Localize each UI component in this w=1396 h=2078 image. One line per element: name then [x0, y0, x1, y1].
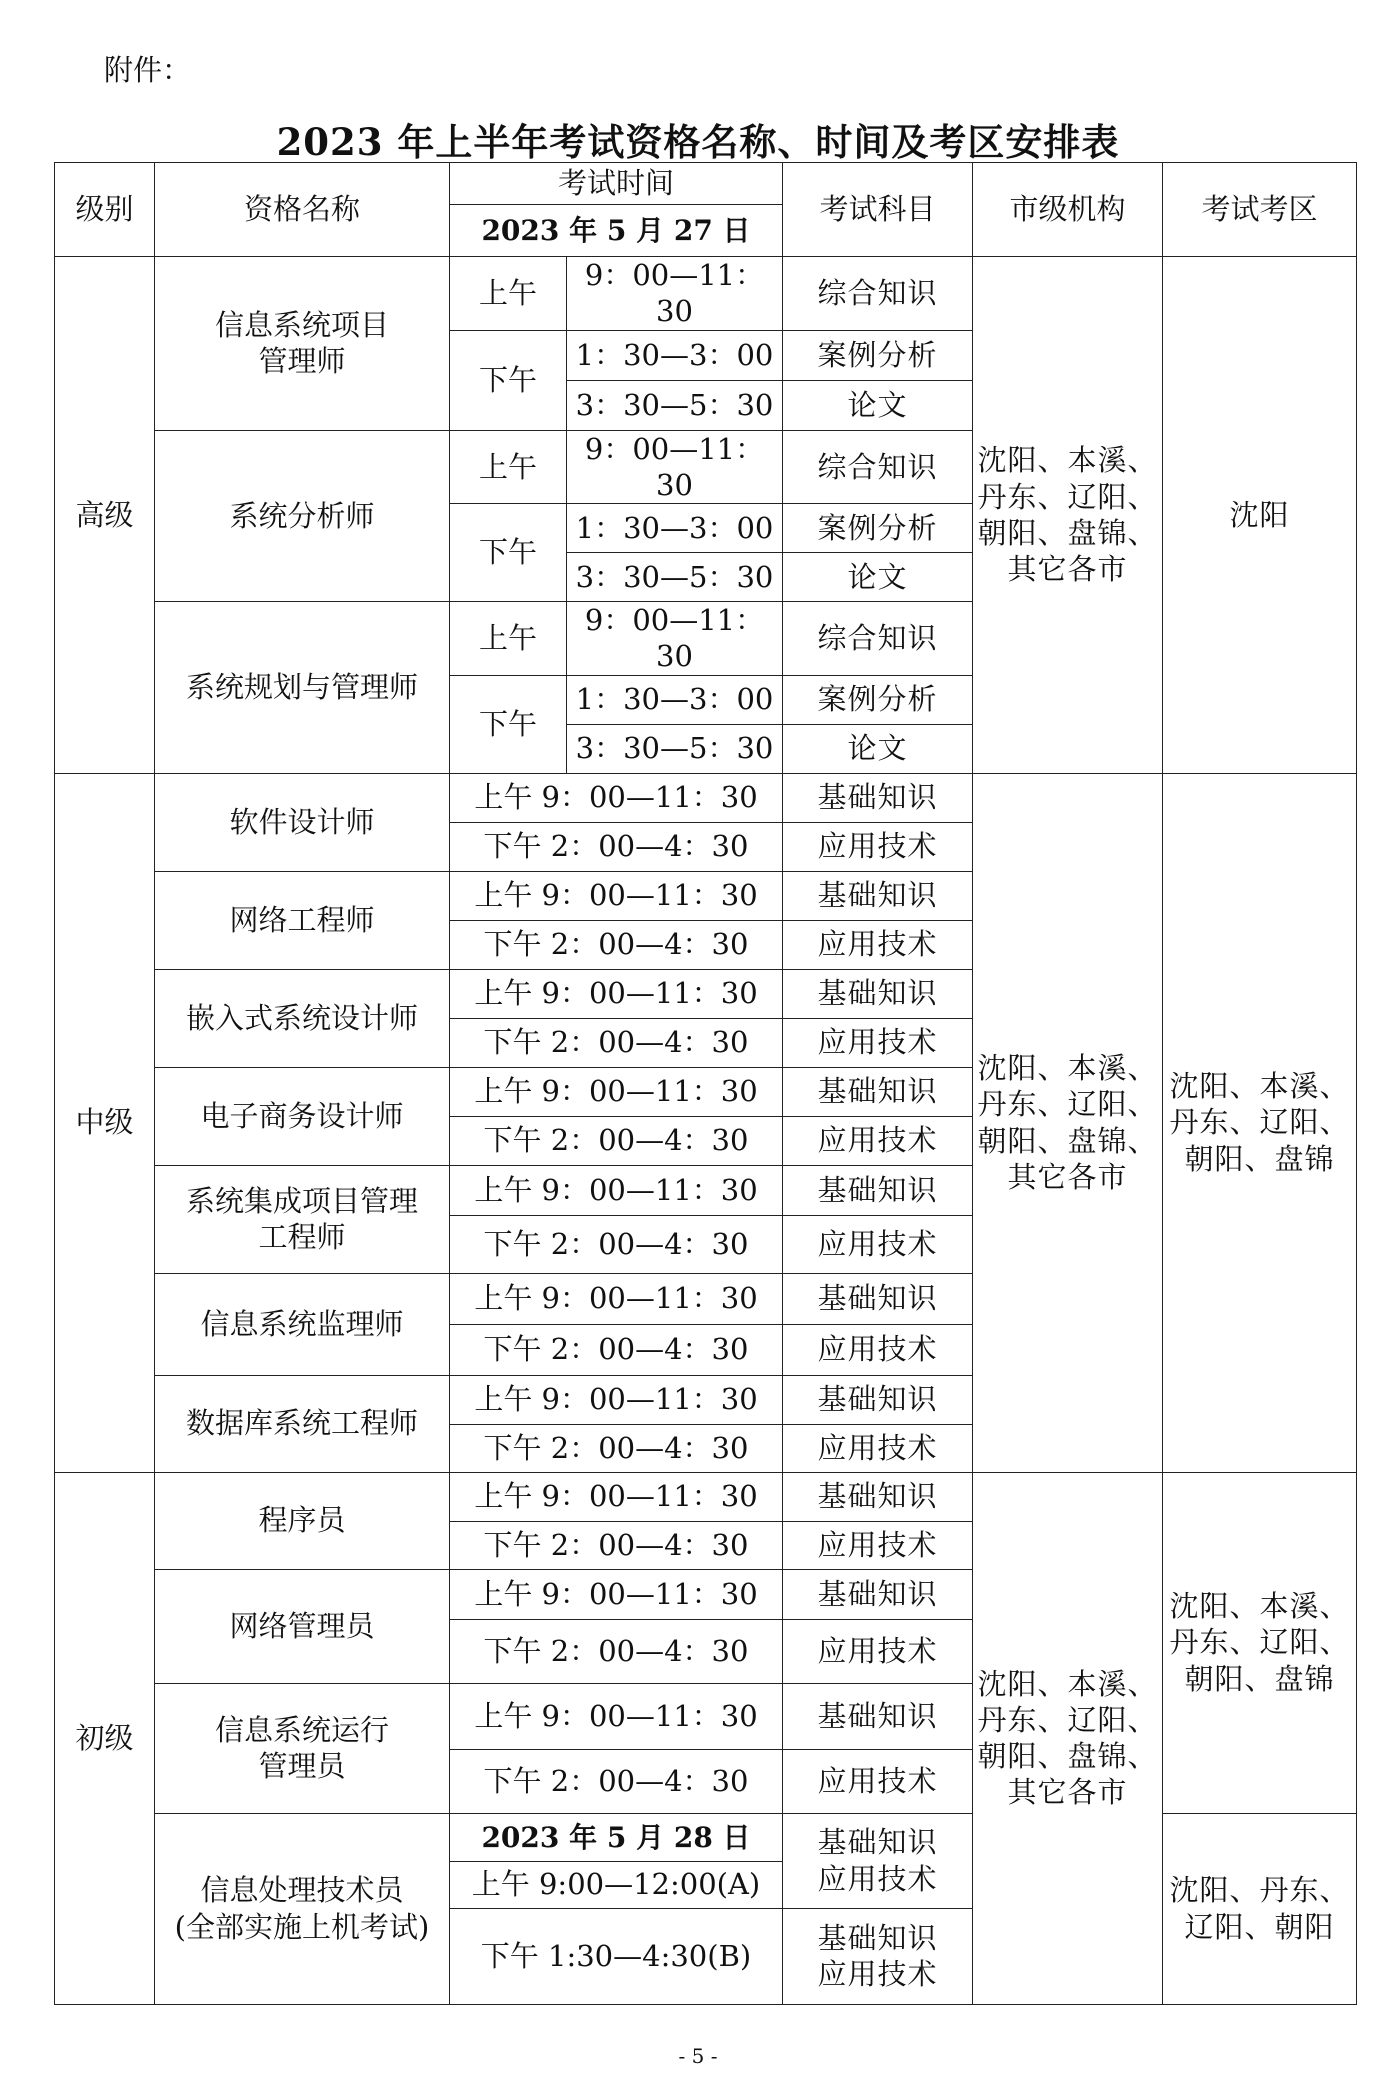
qualification-name: 网络工程师 — [155, 871, 450, 969]
session-time: 下午 2：00—4：30 — [450, 1619, 783, 1683]
exam-subject: 基础知识 应用技术 — [783, 1908, 973, 2004]
session-label: 上午 — [450, 430, 567, 504]
qualification-name: 信息系统监理师 — [155, 1273, 450, 1375]
session-time: 9：00—11：30 — [567, 602, 783, 676]
qualification-name: 系统集成项目管理 工程师 — [155, 1165, 450, 1273]
exam-subject: 基础知识 — [783, 969, 973, 1018]
exam-subject: 基础知识 — [783, 773, 973, 822]
session-time: 3：30—5：30 — [567, 380, 783, 430]
exam-subject: 综合知识 — [783, 430, 973, 504]
header-city-org: 市级机构 — [973, 163, 1163, 257]
qualification-name: 数据库系统工程师 — [155, 1375, 450, 1472]
exam-subject: 基础知识 应用技术 — [783, 1813, 973, 1908]
session-time: 9：00—11：30 — [567, 257, 783, 331]
exam-subject: 论文 — [783, 553, 973, 602]
session-time: 3：30—5：30 — [567, 724, 783, 773]
session-time: 上午 9:00—12:00(A) — [450, 1861, 783, 1908]
exam-subject: 应用技术 — [783, 1018, 973, 1067]
session-time: 1：30—3：00 — [567, 504, 783, 553]
qualification-name: 嵌入式系统设计师 — [155, 969, 450, 1067]
exam-subject: 应用技术 — [783, 1324, 973, 1375]
session-time: 上午 9：00—11：30 — [450, 969, 783, 1018]
exam-subject: 应用技术 — [783, 1749, 973, 1813]
attachment-label: 附件： — [104, 53, 192, 87]
header-level: 级别 — [55, 163, 155, 257]
exam-subject: 基础知识 — [783, 871, 973, 920]
exam-subject: 基础知识 — [783, 1472, 973, 1521]
level-senior: 高级 — [55, 257, 155, 774]
session-time: 下午 2：00—4：30 — [450, 822, 783, 871]
exam-subject: 论文 — [783, 724, 973, 773]
level-middle: 中级 — [55, 773, 155, 1472]
exam-subject: 应用技术 — [783, 920, 973, 969]
session-label: 下午 — [450, 675, 567, 773]
exam-subject: 论文 — [783, 380, 973, 430]
session-time: 下午 1:30—4:30(B) — [450, 1908, 783, 2004]
exam-subject: 应用技术 — [783, 1116, 973, 1165]
exam-subject: 基础知识 — [783, 1067, 973, 1116]
exam-subject: 案例分析 — [783, 330, 973, 380]
qualification-name: 电子商务设计师 — [155, 1067, 450, 1165]
exam-subject: 基础知识 — [783, 1569, 973, 1619]
header-date: 2023 年 5 月 27 日 — [450, 205, 783, 257]
session-time: 上午 9：00—11：30 — [450, 1165, 783, 1215]
qualification-name: 信息系统运行 管理员 — [155, 1683, 450, 1813]
exam-subject: 应用技术 — [783, 1424, 973, 1472]
session-label: 下午 — [450, 504, 567, 602]
exam-area-senior: 沈阳 — [1163, 257, 1357, 774]
exam-subject: 案例分析 — [783, 675, 973, 724]
city-org-middle: 沈阳、本溪、 丹东、辽阳、 朝阳、盘锦、 其它各市 — [973, 773, 1163, 1472]
exam-date-2: 2023 年 5 月 28 日 — [450, 1813, 783, 1861]
page-number: - 5 - — [678, 2044, 718, 2068]
exam-subject: 应用技术 — [783, 1521, 973, 1569]
session-time: 上午 9：00—11：30 — [450, 1683, 783, 1749]
exam-subject: 基础知识 — [783, 1683, 973, 1749]
session-time: 下午 2：00—4：30 — [450, 1324, 783, 1375]
session-time: 上午 9：00—11：30 — [450, 773, 783, 822]
session-label: 下午 — [450, 330, 567, 430]
session-label: 上午 — [450, 257, 567, 331]
session-label: 上午 — [450, 602, 567, 676]
header-subject: 考试科目 — [783, 163, 973, 257]
session-time: 下午 2：00—4：30 — [450, 1424, 783, 1472]
qualification-name: 程序员 — [155, 1472, 450, 1569]
exam-subject: 案例分析 — [783, 504, 973, 553]
qualification-name: 信息处理技术员 (全部实施上机考试) — [155, 1813, 450, 2004]
session-time: 下午 2：00—4：30 — [450, 1018, 783, 1067]
session-time: 下午 2：00—4：30 — [450, 1116, 783, 1165]
exam-area-middle: 沈阳、本溪、 丹东、辽阳、 朝阳、盘锦 — [1163, 773, 1357, 1472]
qualification-name: 软件设计师 — [155, 773, 450, 871]
page-title: 2023 年上半年考试资格名称、时间及考区安排表 — [276, 120, 1120, 164]
exam-subject: 应用技术 — [783, 1619, 973, 1683]
qualification-name: 信息系统项目 管理师 — [155, 257, 450, 431]
session-time: 下午 2：00—4：30 — [450, 1215, 783, 1273]
header-exam-time: 考试时间 — [450, 163, 783, 205]
qualification-name: 网络管理员 — [155, 1569, 450, 1683]
exam-subject: 应用技术 — [783, 822, 973, 871]
session-time: 3：30—5：30 — [567, 553, 783, 602]
city-org-junior: 沈阳、本溪、 丹东、辽阳、 朝阳、盘锦、 其它各市 — [973, 1472, 1163, 2004]
exam-subject: 基础知识 — [783, 1375, 973, 1424]
session-time: 下午 2：00—4：30 — [450, 920, 783, 969]
exam-subject: 基础知识 — [783, 1165, 973, 1215]
session-time: 1：30—3：00 — [567, 675, 783, 724]
exam-subject: 应用技术 — [783, 1215, 973, 1273]
qualification-name: 系统分析师 — [155, 430, 450, 602]
city-org-senior: 沈阳、本溪、 丹东、辽阳、 朝阳、盘锦、 其它各市 — [973, 257, 1163, 774]
exam-subject: 综合知识 — [783, 257, 973, 331]
session-time: 上午 9：00—11：30 — [450, 1067, 783, 1116]
session-time: 上午 9：00—11：30 — [450, 1375, 783, 1424]
session-time: 上午 9：00—11：30 — [450, 1569, 783, 1619]
exam-area-junior: 沈阳、本溪、 丹东、辽阳、 朝阳、盘锦 — [1163, 1472, 1357, 1813]
session-time: 上午 9：00—11：30 — [450, 1472, 783, 1521]
exam-subject: 基础知识 — [783, 1273, 973, 1324]
session-time: 下午 2：00—4：30 — [450, 1749, 783, 1813]
session-time: 下午 2：00—4：30 — [450, 1521, 783, 1569]
session-time: 1：30—3：00 — [567, 330, 783, 380]
exam-schedule-table — [54, 162, 1357, 2005]
level-junior: 初级 — [55, 1472, 155, 2004]
qualification-name: 系统规划与管理师 — [155, 602, 450, 774]
session-time: 上午 9：00—11：30 — [450, 871, 783, 920]
session-time: 上午 9：00—11：30 — [450, 1273, 783, 1324]
exam-area-itp: 沈阳、丹东、 辽阳、朝阳 — [1163, 1813, 1357, 2004]
header-exam-area: 考试考区 — [1163, 163, 1357, 257]
exam-subject: 综合知识 — [783, 602, 973, 676]
session-time: 9：00—11：30 — [567, 430, 783, 504]
header-name: 资格名称 — [155, 163, 450, 257]
